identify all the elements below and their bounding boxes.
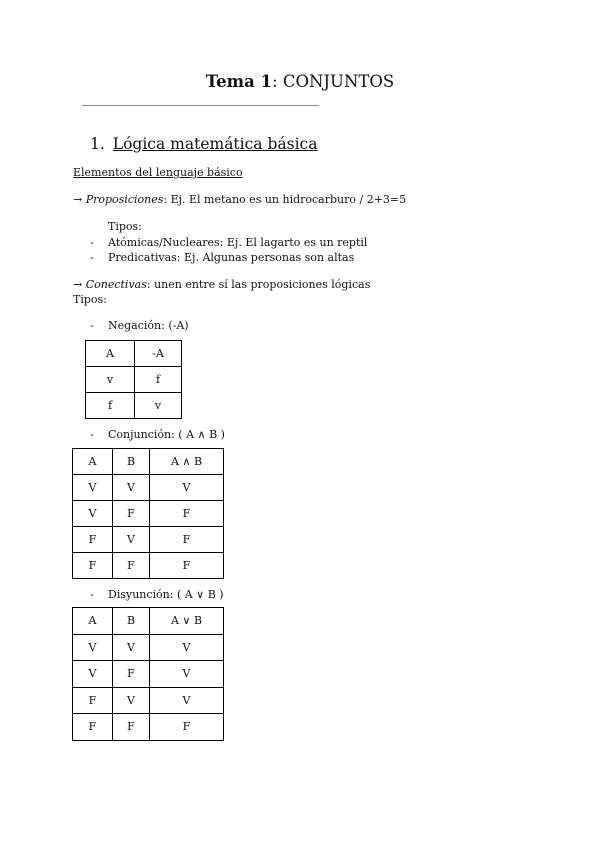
bullet-dash: -	[90, 319, 94, 332]
predicativas-text: Predicativas: Ej. Algunas personas son altas	[108, 251, 355, 264]
table-cell: F	[73, 714, 113, 741]
table-cell: F	[150, 501, 224, 527]
arrow-icon: →	[73, 193, 83, 206]
list-item-atomicas	[90, 236, 367, 249]
table-row	[73, 501, 224, 527]
table-cell: V	[150, 687, 224, 714]
proposiciones-line	[73, 193, 406, 206]
table-cell: V	[73, 475, 113, 501]
table-cell: V	[73, 501, 113, 527]
negacion-heading	[90, 319, 189, 332]
section-heading	[90, 135, 317, 153]
table-cell: F	[150, 527, 224, 553]
table-cell: f	[135, 367, 182, 393]
table-cell: F	[150, 553, 224, 579]
conectivas-text: : unen entre sí las proposiciones lógicas	[146, 278, 371, 291]
table-header-row	[73, 449, 224, 475]
conjuncion-table	[72, 448, 224, 579]
negacion-text: Negación: (-A)	[108, 319, 189, 332]
title-rest: : CONJUNTOS	[272, 72, 395, 91]
table-cell: V	[150, 661, 224, 688]
bullet-dash: -	[90, 236, 94, 249]
table-cell: V	[113, 527, 150, 553]
negacion-table	[85, 340, 182, 419]
table-cell: v	[86, 367, 135, 393]
proposiciones-label: Proposiciones	[85, 193, 164, 206]
list-item-predicativas	[90, 251, 354, 264]
disyuncion-text: Disyunción: ( A ∨ B )	[108, 588, 224, 601]
subheading: Elementos del lenguaje básico	[73, 166, 243, 179]
tipos-label: Tipos:	[73, 293, 107, 306]
table-cell: -A	[135, 341, 182, 367]
table-cell: A ∨ B	[150, 608, 224, 635]
table-cell: V	[150, 475, 224, 501]
table-cell: F	[113, 553, 150, 579]
table-row	[73, 661, 224, 688]
table-cell: F	[113, 714, 150, 741]
table-cell: F	[73, 527, 113, 553]
table-header-row	[86, 341, 182, 367]
bullet-dash: -	[90, 251, 94, 264]
tipos-indent: Tipos:	[108, 220, 142, 233]
table-cell: F	[150, 714, 224, 741]
table-header-row	[73, 608, 224, 635]
conjuncion-text: Conjunción: ( A ∧ B )	[108, 428, 225, 441]
table-cell: F	[73, 553, 113, 579]
section-title: Lógica matemática básica	[112, 135, 318, 153]
conjuncion-heading	[90, 428, 225, 441]
disyuncion-heading	[90, 588, 224, 601]
table-row	[86, 367, 182, 393]
proposiciones-text: : Ej. El metano es un hidrocarburo / 2+3=5	[163, 193, 407, 206]
atomicas-text: Atómicas/Nucleares: Ej. El lagarto es un reptil	[108, 236, 368, 249]
arrow-icon: →	[73, 278, 83, 291]
table-cell: B	[113, 449, 150, 475]
table-row	[73, 714, 224, 741]
table-cell: F	[113, 501, 150, 527]
table-row	[73, 634, 224, 661]
bullet-dash: -	[90, 428, 94, 441]
table-row	[73, 553, 224, 579]
table-cell: V	[73, 661, 113, 688]
table-cell: A	[73, 608, 113, 635]
table-cell: V	[113, 634, 150, 661]
table-cell: A	[86, 341, 135, 367]
title-bold: Tema 1	[205, 72, 273, 91]
table-row	[86, 393, 182, 419]
table-cell: A	[73, 449, 113, 475]
conectivas-line	[73, 278, 370, 291]
table-cell: V	[73, 634, 113, 661]
table-cell: F	[113, 661, 150, 688]
table-cell: A ∧ B	[150, 449, 224, 475]
page-title	[0, 72, 600, 91]
table-cell: v	[135, 393, 182, 419]
table-row	[73, 527, 224, 553]
table-cell: F	[73, 687, 113, 714]
bullet-dash: -	[90, 588, 94, 601]
table-cell: V	[150, 634, 224, 661]
conectivas-label: Conectivas	[85, 278, 147, 291]
table-cell: V	[113, 475, 150, 501]
disyuncion-table	[72, 607, 224, 741]
table-cell: V	[113, 687, 150, 714]
table-row	[73, 475, 224, 501]
table-cell: B	[113, 608, 150, 635]
title-separator: ___________________________________________	[82, 92, 319, 106]
section-number: 1.	[90, 135, 105, 153]
table-row	[73, 687, 224, 714]
table-cell: f	[86, 393, 135, 419]
